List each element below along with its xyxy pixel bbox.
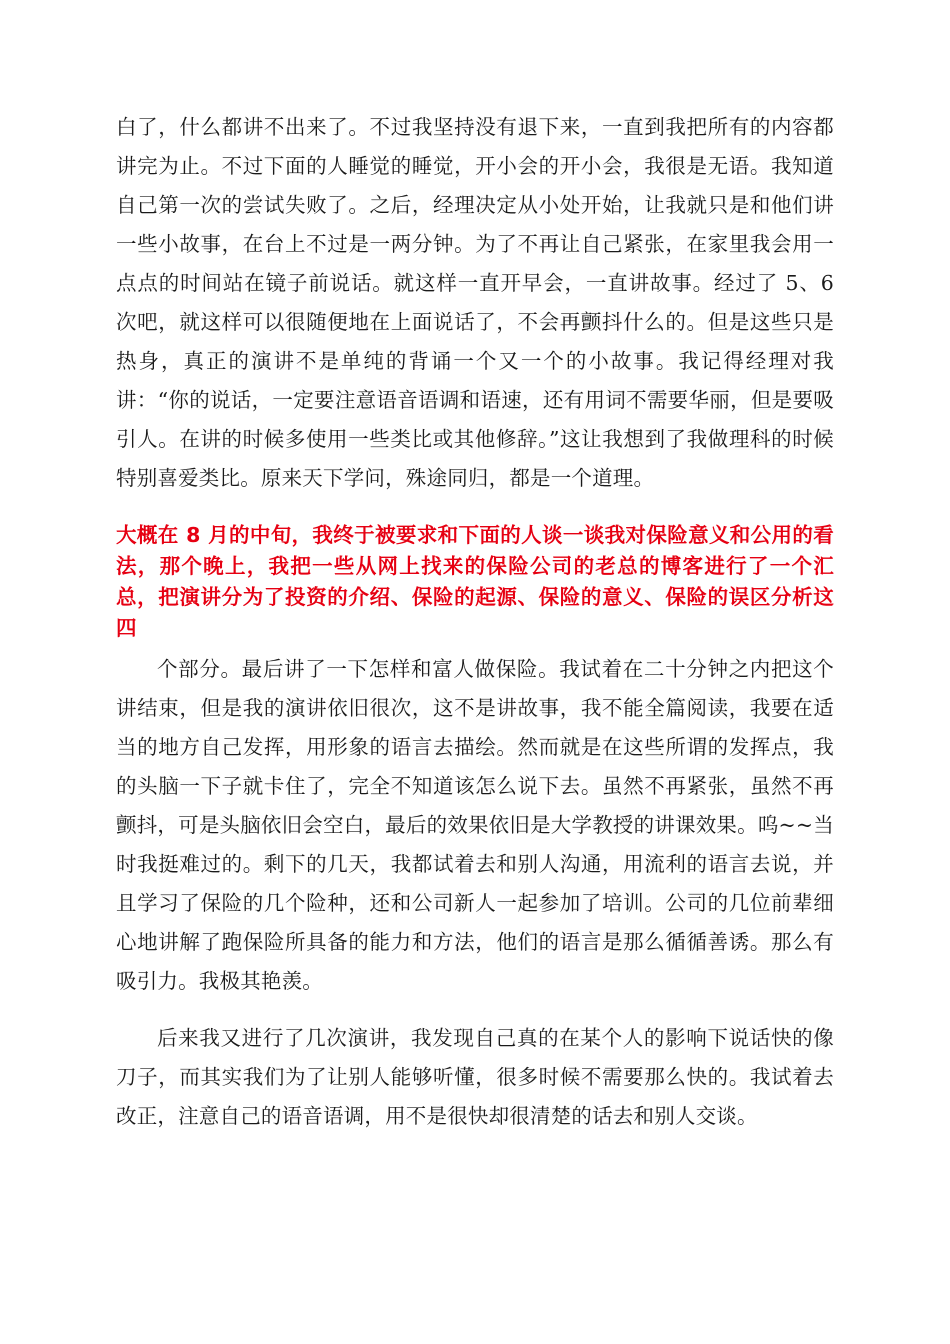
- highlighted-paragraph: 大概在 8 月的中旬，我终于被要求和下面的人谈一谈我对保险意义和公用的看法，那个晚上，我把一些从网上找来的保险公司的老总的博客进行了一个汇总，把演讲分为了投资的介绍、保险的起源、保险的意义、保险的误区分析这四: [116, 523, 834, 640]
- document-body: [116, 108, 834, 1136]
- paragraph-3: 个部分。最后讲了一下怎样和富人做保险。我试着在二十分钟之内把这个讲结束，但是我的演讲依旧很次，这不是讲故事，我不能全篇阅读，我要在适当的地方自己发挥，用形象的语言去描绘。然而就是在这些所谓的发挥点，我的头脑一下子就卡住了，完全不知道该怎么说下去。虽然不再紧张，虽然不再颤抖，可是头脑依旧会空白，最后的效果依旧是大学教授的讲课效果。呜~~当时我挺难过的。剩下的几天，我都试着去和别人沟通，用流利的语言去说，并且学习了保险的几个险种，还和公司新人一起参加了培训。公司的几位前辈细心地讲解了跑保险所具备的能力和方法，他们的语言是那么循循善诱。那么有吸引力。我极其艳羡。: [116, 657, 834, 993]
- paragraph-1: 白了，什么都讲不出来了。不过我坚持没有退下来，一直到我把所有的内容都讲完为止。不过下面的人睡觉的睡觉，开小会的开小会，我很是无语。我知道自己第一次的尝试失败了。之后，经理决定从小处开始，让我就只是和他们讲一些小故事，在台上不过是一两分钟。为了不再让自己紧张，在家里我会用一点点的时间站在镜子前说话。就这样一直开早会，一直讲故事。经过了 5、6 次吧，就这样可以很随便地在上面说话了，不会再颤抖什么的。但是这些只是热身，真正的演讲不是单纯的背诵一个又一个的小故事。我记得经理对我讲：“你的说话，一定要注意语音语调和语速，还有用词不需要华丽，但是要吸引人。在讲的时候多使用一些类比或其他修辞。”这让我想到了我做理科的时候特别喜爱类比。原来天下学问，殊途同归，都是一个道理。: [116, 115, 834, 490]
- paragraph-4: 后来我又进行了几次演讲，我发现自己真的在某个人的影响下说话快的像刀子，而其实我们为了让别人能够听懂，很多时候不需要那么快的。我试着去改正，注意自己的语音语调，用不是很快却很清楚的话去和别人交谈。: [116, 1026, 834, 1128]
